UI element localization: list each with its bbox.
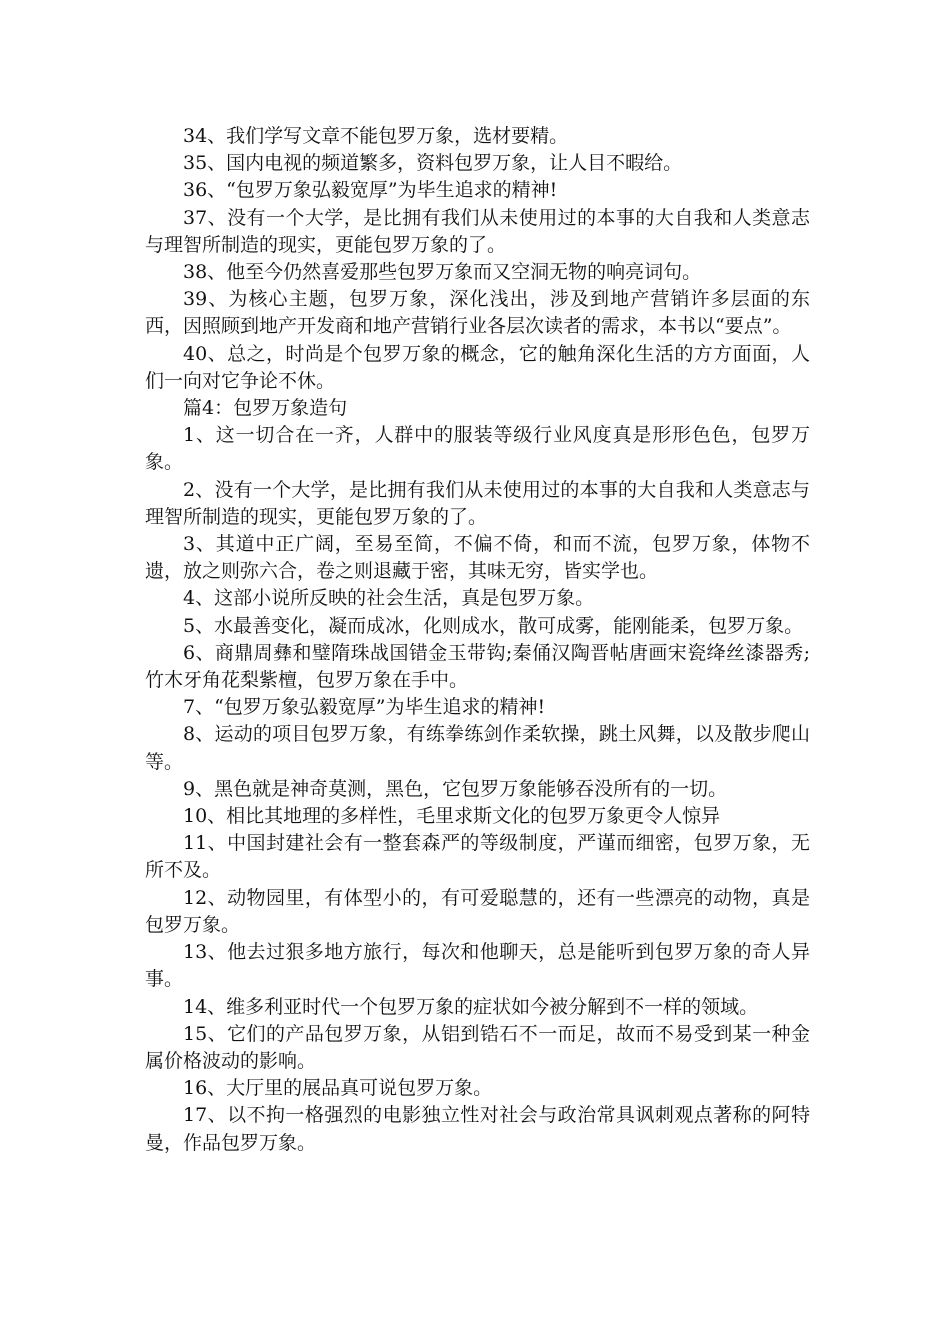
- paragraph-40: 40、总之，时尚是个包罗万象的概念，它的触角深化生活的方方面面，人们一向对它争论不休。: [145, 342, 810, 392]
- sentence-17: 17、以不拘一格强烈的电影独立性对社会与政治常具讽刺观点著称的阿特曼，作品包罗万象。: [145, 1104, 810, 1154]
- paragraph-39: 39、为核心主题，包罗万象，深化浅出，涉及到地产营销许多层面的东西，因照顾到地产开发商和地产营销行业各层次读者的需求，本书以“要点”。: [145, 288, 810, 338]
- paragraph-34: 34、我们学写文章不能包罗万象，选材要精。: [183, 125, 569, 147]
- sentence-4: 4、这部小说所反映的社会生活，真是包罗万象。: [183, 587, 595, 610]
- sentence-13: 13、他去过狠多地方旅行，每次和他聊天，总是能听到包罗万象的奇人异事。: [145, 941, 810, 991]
- paragraph-38: 38、他至今仍然喜爱那些包罗万象而又空洞无物的响亮词句。: [183, 261, 702, 284]
- sentence-6: 6、商鼎周彝和璧隋珠战国错金玉带钩;秦俑汉陶晋帖唐画宋瓷绛丝漆器秀;竹木牙角花梨紫檀，包罗万象在手中。: [145, 641, 810, 692]
- paragraph-37: 37、没有一个大学，是比拥有我们从未使用过的本事的大自我和人类意志与理智所制造的现实，更能包罗万象的了。: [145, 206, 810, 256]
- sentence-9: 9、黑色就是神奇莫测，黑色，它包罗万象能够吞没所有的一切。: [183, 777, 728, 800]
- sentence-1: 1、这一切合在一齐，人群中的服装等级行业风度真是形形色色，包罗万象。: [145, 424, 810, 474]
- sentence-14: 14、维多利亚时代一个包罗万象的症状如今被分解到不一样的领域。: [183, 995, 759, 1018]
- sentence-8: 8、运动的项目包罗万象，有练拳练剑作柔软操，跳土风舞，以及散步爬山等。: [145, 723, 810, 773]
- document-body: [145, 123, 810, 1157]
- sentence-15: 15、它们的产品包罗万象，从铝到锆石不一而足，故而不易受到某一种金属价格波动的影响。: [145, 1022, 810, 1072]
- sentence-11: 11、中国封建社会有一整套森严的等级制度，严谨而细密，包罗万象，无所不及。: [145, 832, 810, 882]
- sentence-3: 3、其道中正广阔，至易至简，不偏不倚，和而不流，包罗万象，体物不遗，放之则弥六合，卷之则退藏于密，其味无穷，皆实学也。: [145, 533, 810, 583]
- sentence-5: 5、水最善变化，凝而成冰，化则成水，散可成雾，能刚能柔，包罗万象。: [183, 614, 804, 637]
- sentence-7: 7、“包罗万象弘毅宽厚”为毕生追求的精神!: [183, 696, 546, 719]
- sentence-12: 12、动物园里，有体型小的，有可爱聪慧的，还有一些漂亮的动物，真是包罗万象。: [145, 886, 810, 936]
- paragraph-36: 36、“包罗万象弘毅宽厚”为毕生追求的精神!: [183, 179, 558, 202]
- sentence-2: 2、没有一个大学，是比拥有我们从未使用过的本事的大自我和人类意志与理智所制造的现实，更能包罗万象的了。: [145, 478, 810, 528]
- paragraph-35: 35、国内电视的频道繁多，资料包罗万象，让人目不暇给。: [183, 152, 683, 175]
- sentence-10: 10、相比其地理的多样性，毛里求斯文化的包罗万象更令人惊异: [183, 805, 721, 828]
- sentence-16: 16、大厅里的展品真可说包罗万象。: [183, 1077, 493, 1100]
- section-heading: 篇4：包罗万象造句: [183, 397, 348, 420]
